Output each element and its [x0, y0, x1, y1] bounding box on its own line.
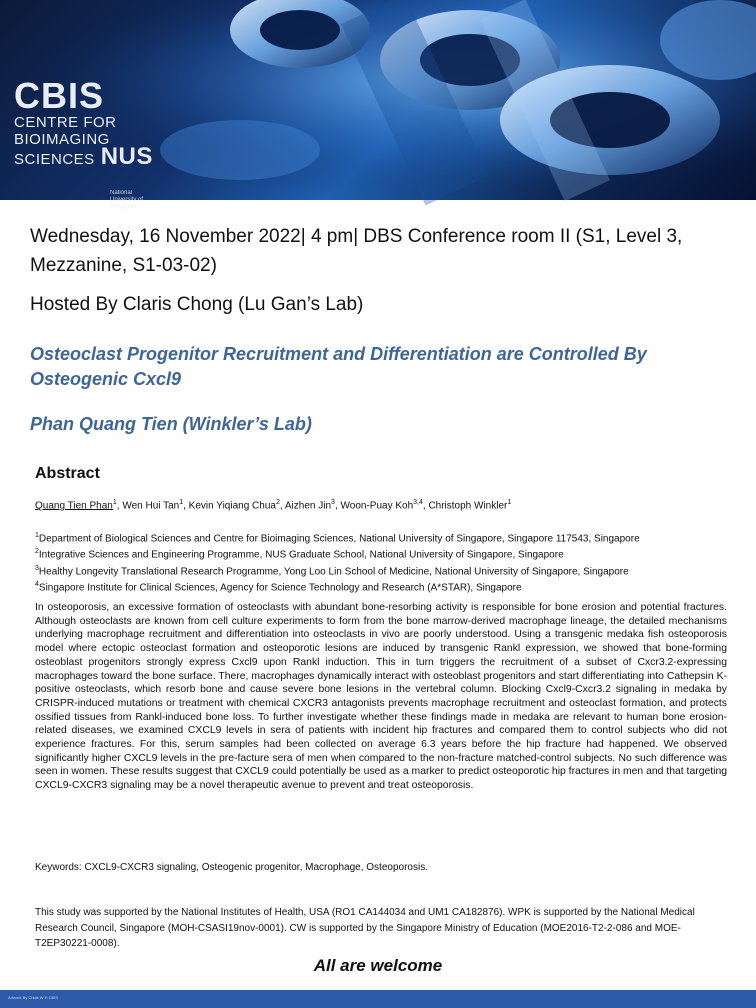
funding-statement: This study was supported by the National Institutes of Health, USA (RO1 CA144034 and UM1 CA182876). WPK is supported by the National Medical Research Council, Singapore (MOH-CSASI19nov-0001). CW is supported by the Singapore Ministry of Education (MOE2016-T2-2-086 and MOE-T2EP30221-0008).	[35, 907, 695, 949]
affiliation-text: Healthy Longevity Translational Research Programme, Yong Loo Lin School of Medicine, National University of Singapore, Singapore	[38, 565, 629, 577]
affiliation-item	[35, 545, 735, 561]
welcome-message: All are welcome	[313, 956, 443, 975]
keywords: Keywords: CXCL9-CXCR3 signaling, Osteogenic progenitor, Macrophage, Osteoporosis.	[35, 862, 428, 873]
author-affiliation-marker: 1	[507, 499, 512, 506]
logo-sciences: SCIENCES	[14, 151, 95, 168]
affiliation-item	[35, 529, 735, 545]
author-affiliation-marker: 1	[112, 499, 117, 506]
affiliation-item	[35, 578, 735, 594]
artwork-credit: Artwork By Chiak W H CBIS	[8, 995, 59, 1000]
author-name: Christoph Winkler	[428, 500, 508, 512]
logo-nus: NUS	[100, 143, 153, 170]
logo-cbis: CBIS	[14, 75, 105, 116]
abstract-body: In osteoporosis, an excessive formation of osteoclasts with abundant bone-resorbing activity is responsible for bone erosion and potential fractures. Although osteoclasts are known from cell culture experiments to form from the bone marrow-derived macrophage lineage, the detailed mechanisms underlying macrophage recruitment and differentiation into osteoclasts in vivo are poorly understood. Using a transgenic medaka fish osteoporosis model where ectopic osteoclast formation and osteoporotic lesions are induced by transgenic Rankl expression, we showed that bone-forming osteoblast progenitors strongly express Cxcl9 upon Rankl induction. This in turn triggers the recruitment of a subset of Cxcr3.2-expressing macrophages toward the bone surface. There, macrophages dynamically interact with osteoblast progenitors and start differentiating into Cathepsin K-positive osteoclasts, which resorb bone and cause severe bone lesions in the vertebral column. Blocking Cxcl9-Cxcr3.2 signaling in medaka by CRISPR-induced mutations or treatment with chemical CXCR3 antagonists prevents macrophage recruitment and osteoclast formation, and protects ossified tissues from Rankl-induced bone loss. To further investigate whether these findings made in medaka are relevant to human bone erosion-related diseases, we examined CXCL9 levels in sera of patients with incident hip fractures and compared them to control subjects who did not experience fractures. For this, serum samples had been collected on average 6.3 years before the hip fracture had happened. We observed significantly higher CXCL9 levels in the pre-facture sera of men when compared to the non-fracture matched-control subjects. No such difference was seen in women. These results suggest that CXCL9 could potentially be used as a marker to predict osteoporotic hip fractures in men and that targeting CXCL9-CXCR3 signaling may be a novel therapeutic avenue to prevent and treat osteoporosis.	[35, 602, 727, 792]
speaker-name: Phan Quang Tien (Winkler’s Lab)	[30, 414, 312, 434]
host-line: Hosted By Claris Chong (Lu Gan’s Lab)	[30, 294, 364, 315]
affiliation-item	[35, 562, 735, 578]
logo-centre-for: CENTRE FOR	[14, 114, 117, 131]
affiliation-list	[35, 529, 735, 594]
cbis-logo	[14, 75, 153, 210]
affiliation-text: Integrative Sciences and Engineering Programme, NUS Graduate School, National University of Singapore, Singapore	[38, 549, 564, 561]
affiliation-text: Department of Biological Sciences and Centre for Bioimaging Sciences, National University of Singapore, Singapore 117543, Singapore	[38, 533, 640, 545]
author-affiliation-marker: 2	[275, 499, 280, 506]
affiliation-marker: 4	[35, 580, 39, 588]
affiliation-text: Singapore Institute for Clinical Sciences, Agency for Science Technology and Research (A*STAR), Singapore	[38, 582, 522, 594]
author-name: Woon-Puay Koh	[340, 500, 414, 512]
event-details: Wednesday, 16 November 2022| 4 pm| DBS Conference room II (S1, Level 3, Mezzanine, S1-03-02)	[30, 226, 683, 276]
logo-nus-subtitle: National University of Singapore	[110, 190, 144, 210]
talk-title: Osteoclast Progenitor Recruitment and Differentiation are Controlled By Osteogenic Cxcl9	[30, 344, 647, 389]
affiliation-marker: 2	[35, 548, 39, 556]
author-affiliation-marker: 3,4	[413, 499, 423, 506]
header-banner	[0, 0, 756, 210]
author-affiliation-marker: 1	[179, 499, 184, 506]
author-list: Quang Tien Phan$^1$, Wen Hui Tan$^1$, Kevin Yiqiang Chua$^2$, Aizhen Jin$^3$, Woon-Puay Koh$^{3,4}$, Christoph Winkler$^1$	[35, 499, 512, 512]
affiliation-marker: 1	[35, 532, 39, 539]
author-name: Quang Tien Phan	[35, 500, 113, 512]
author-name: Wen Hui Tan	[122, 500, 180, 512]
logo-bioimaging: BIOIMAGING	[14, 131, 110, 148]
author-name: Kevin Yiqiang Chua	[188, 500, 276, 512]
footer-bar	[0, 990, 756, 1008]
abstract-heading: Abstract	[35, 465, 100, 482]
author-affiliation-marker: 3	[331, 499, 335, 506]
affiliation-marker: 3	[35, 564, 39, 572]
author-name: Aizhen Jin	[284, 500, 332, 512]
